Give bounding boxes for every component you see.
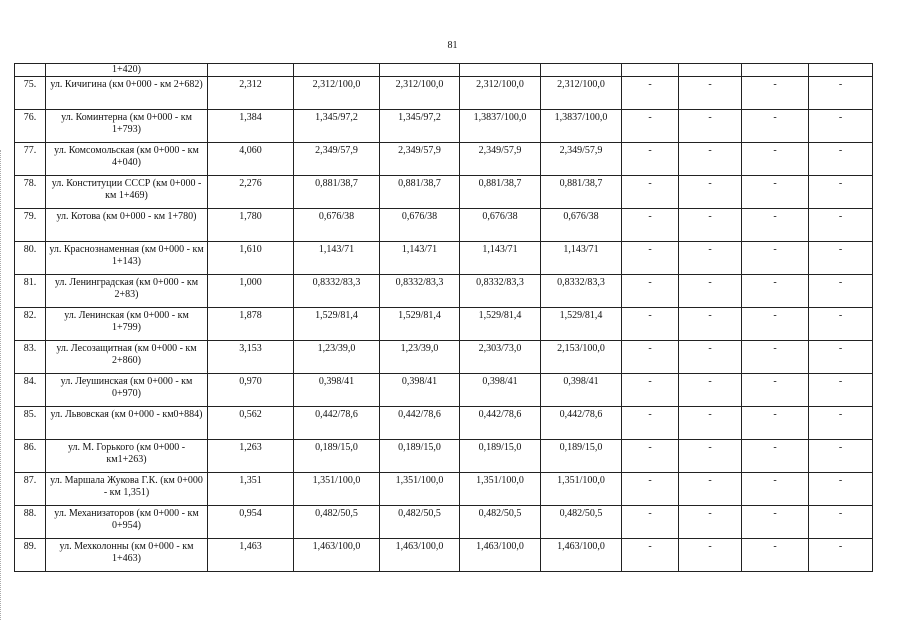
cell-dash-4: - [809,209,873,242]
table-row [15,275,873,308]
cell-num: 81. [15,275,46,308]
cell-road-name: ул. М. Горького (км 0+000 - км1+263) [46,440,208,473]
cell-value-4: 0,881/38,7 [541,176,622,209]
cell-value-1: 0,442/78,6 [294,407,380,440]
table-row [15,110,873,143]
cell-empty [460,64,541,77]
cell-length: 1,000 [208,275,294,308]
cell-length: 1,878 [208,308,294,341]
cell-num: 82. [15,308,46,341]
cell-value-2: 1,23/39,0 [380,341,460,374]
cell-dash-3: - [742,242,809,275]
cell-dash-3: - [742,374,809,407]
cell-empty [809,64,873,77]
cell-road-name: ул. Конституции СССР (км 0+000 - км 1+469) [46,176,208,209]
cell-value-1: 1,529/81,4 [294,308,380,341]
cell-dash-4: - [809,143,873,176]
cell-dash-3: - [742,77,809,110]
cell-num: 76. [15,110,46,143]
cell-value-2: 0,442/78,6 [380,407,460,440]
cell-value-3: 1,351/100,0 [460,473,541,506]
cell-value-2: 0,398/41 [380,374,460,407]
cell-length: 1,780 [208,209,294,242]
cell-value-3: 1,3837/100,0 [460,110,541,143]
table-row [15,308,873,341]
cell-value-2: 0,189/15,0 [380,440,460,473]
cell-num: 79. [15,209,46,242]
cell-dash-1: - [622,275,679,308]
cell-num: 85. [15,407,46,440]
cell-value-4: 0,442/78,6 [541,407,622,440]
cell-dash-3: - [742,308,809,341]
cell-value-4: 1,143/71 [541,242,622,275]
table-row [15,374,873,407]
cell-road-name: ул. Краснознаменная (км 0+000 - км 1+143) [46,242,208,275]
cell-empty [622,64,679,77]
table-row [15,473,873,506]
cell-value-4: 2,312/100,0 [541,77,622,110]
cell-value-3: 0,676/38 [460,209,541,242]
cell-value-3: 2,303/73,0 [460,341,541,374]
cell-dash-3: - [742,110,809,143]
table-row [15,440,873,473]
cell-road-name: ул. Комсомольская (км 0+000 - км 4+040) [46,143,208,176]
cell-road-name: ул. Мехколонны (км 0+000 - км 1+463) [46,539,208,572]
table-row [15,506,873,539]
cell-dash-1: - [622,110,679,143]
cell-value-2: 2,349/57,9 [380,143,460,176]
cell-num: 77. [15,143,46,176]
cell-value-1: 1,345/97,2 [294,110,380,143]
cell-dash-4: - [809,539,873,572]
cell-empty [679,64,742,77]
cell-value-1: 2,349/57,9 [294,143,380,176]
cell-dash-4: - [809,407,873,440]
cell-value-1: 0,398/41 [294,374,380,407]
cell-value-4: 0,189/15,0 [541,440,622,473]
margin-ticks [0,150,4,620]
cell-length: 1,351 [208,473,294,506]
cell-dash-2: - [679,308,742,341]
cell-value-4: 0,398/41 [541,374,622,407]
cell-value-1: 0,676/38 [294,209,380,242]
cell-length: 0,954 [208,506,294,539]
cell-dash-3: - [742,143,809,176]
cell-dash-3: - [742,275,809,308]
cell-value-1: 1,143/71 [294,242,380,275]
cell-value-1: 0,482/50,5 [294,506,380,539]
cell-num [15,64,46,77]
cell-value-2: 1,351/100,0 [380,473,460,506]
cell-value-2: 1,529/81,4 [380,308,460,341]
cell-length: 0,970 [208,374,294,407]
table-body [15,64,873,572]
cell-dash-4: - [809,308,873,341]
cell-dash-4: - [809,440,873,473]
cell-dash-2: - [679,473,742,506]
cell-value-1: 1,23/39,0 [294,341,380,374]
cell-value-3: 1,529/81,4 [460,308,541,341]
cell-road-name: ул. Лесозащитная (км 0+000 - км 2+860) [46,341,208,374]
cell-length: 1,384 [208,110,294,143]
cell-value-3: 0,881/38,7 [460,176,541,209]
cell-road-name: ул. Кичигина (км 0+000 - км 2+682) [46,77,208,110]
cell-length: 1,610 [208,242,294,275]
cell-value-3: 2,312/100,0 [460,77,541,110]
cell-value-1: 2,312/100,0 [294,77,380,110]
cell-road-name: ул. Леушинская (км 0+000 - км 0+970) [46,374,208,407]
cell-road-name: ул. Котова (км 0+000 - км 1+780) [46,209,208,242]
cell-dash-3: - [742,473,809,506]
cell-dash-1: - [622,506,679,539]
cell-num: 84. [15,374,46,407]
cell-dash-2: - [679,176,742,209]
cell-dash-1: - [622,440,679,473]
cell-dash-2: - [679,506,742,539]
cell-dash-4: - [809,242,873,275]
cell-value-2: 0,676/38 [380,209,460,242]
cell-dash-4: - [809,374,873,407]
cell-value-3: 0,8332/83,3 [460,275,541,308]
page-number: 81 [447,40,458,51]
cell-dash-2: - [679,374,742,407]
cell-value-2: 1,345/97,2 [380,110,460,143]
cell-num: 86. [15,440,46,473]
cell-dash-4: - [809,473,873,506]
cell-dash-3: - [742,506,809,539]
cell-dash-2: - [679,143,742,176]
cell-empty [294,64,380,77]
cell-dash-1: - [622,473,679,506]
cell-num: 88. [15,506,46,539]
cell-dash-2: - [679,341,742,374]
table-row [15,176,873,209]
cell-dash-4: - [809,275,873,308]
cell-length: 1,463 [208,539,294,572]
cell-dash-4: - [809,176,873,209]
table-row [15,143,873,176]
cell-road-name: ул. Маршала Жукова Г.К. (км 0+000 - км 1,351) [46,473,208,506]
cell-dash-2: - [679,440,742,473]
cell-num: 80. [15,242,46,275]
cell-num: 87. [15,473,46,506]
cell-value-4: 1,3837/100,0 [541,110,622,143]
table-row [15,341,873,374]
cell-dash-1: - [622,77,679,110]
cell-value-4: 1,529/81,4 [541,308,622,341]
cell-dash-2: - [679,539,742,572]
cell-dash-2: - [679,407,742,440]
cell-dash-1: - [622,308,679,341]
cell-value-1: 1,463/100,0 [294,539,380,572]
cell-value-4: 0,676/38 [541,209,622,242]
cell-road-name: ул. Коминтерна (км 0+000 - км 1+793) [46,110,208,143]
table-row [15,539,873,572]
cell-dash-3: - [742,209,809,242]
cell-road-name: ул. Львовская (км 0+000 - км0+884) [46,407,208,440]
cell-road-name: ул. Механизаторов (км 0+000 - км 0+954) [46,506,208,539]
cell-num: 89. [15,539,46,572]
cell-dash-1: - [622,539,679,572]
cell-value-2: 0,881/38,7 [380,176,460,209]
continuation-row [15,64,873,77]
cell-value-4: 1,351/100,0 [541,473,622,506]
cell-dash-3: - [742,176,809,209]
cell-length: 2,276 [208,176,294,209]
cell-value-4: 0,8332/83,3 [541,275,622,308]
cell-empty [208,64,294,77]
cell-value-4: 0,482/50,5 [541,506,622,539]
table-row [15,209,873,242]
cell-value-1: 0,881/38,7 [294,176,380,209]
cell-value-2: 0,8332/83,3 [380,275,460,308]
cell-value-4: 1,463/100,0 [541,539,622,572]
table-row [15,77,873,110]
cell-empty [380,64,460,77]
cell-value-2: 2,312/100,0 [380,77,460,110]
cell-empty [541,64,622,77]
cell-dash-1: - [622,242,679,275]
cell-value-2: 1,463/100,0 [380,539,460,572]
cell-value-3: 1,463/100,0 [460,539,541,572]
cell-length: 0,562 [208,407,294,440]
cell-num: 75. [15,77,46,110]
cell-value-2: 0,482/50,5 [380,506,460,539]
cell-dash-1: - [622,341,679,374]
cell-length: 4,060 [208,143,294,176]
cell-empty [742,64,809,77]
cell-dash-4: - [809,341,873,374]
cell-dash-1: - [622,209,679,242]
cell-dash-4: - [809,110,873,143]
table-row [15,242,873,275]
cell-dash-2: - [679,209,742,242]
cell-road-name: ул. Ленинградская (км 0+000 - км 2+83) [46,275,208,308]
cell-dash-2: - [679,110,742,143]
cell-dash-3: - [742,539,809,572]
cell-dash-2: - [679,77,742,110]
cell-num: 78. [15,176,46,209]
cell-value-1: 0,8332/83,3 [294,275,380,308]
cell-value-2: 1,143/71 [380,242,460,275]
roads-table [14,63,873,572]
cell-value-3: 1,143/71 [460,242,541,275]
cell-value-4: 2,349/57,9 [541,143,622,176]
cell-value-3: 2,349/57,9 [460,143,541,176]
cell-dash-3: - [742,440,809,473]
table-row [15,407,873,440]
cell-dash-2: - [679,242,742,275]
cell-name-continuation: 1+420) [46,64,208,77]
cell-dash-1: - [622,176,679,209]
cell-value-1: 0,189/15,0 [294,440,380,473]
cell-dash-1: - [622,407,679,440]
cell-dash-3: - [742,407,809,440]
cell-dash-2: - [679,275,742,308]
cell-value-3: 0,482/50,5 [460,506,541,539]
cell-value-3: 0,189/15,0 [460,440,541,473]
cell-value-1: 1,351/100,0 [294,473,380,506]
cell-dash-1: - [622,143,679,176]
cell-num: 83. [15,341,46,374]
cell-value-3: 0,398/41 [460,374,541,407]
cell-dash-3: - [742,341,809,374]
cell-value-3: 0,442/78,6 [460,407,541,440]
cell-dash-1: - [622,374,679,407]
cell-road-name: ул. Ленинская (км 0+000 - км 1+799) [46,308,208,341]
cell-length: 3,153 [208,341,294,374]
cell-value-4: 2,153/100,0 [541,341,622,374]
cell-dash-4: - [809,77,873,110]
cell-length: 1,263 [208,440,294,473]
cell-dash-4: - [809,506,873,539]
cell-length: 2,312 [208,77,294,110]
